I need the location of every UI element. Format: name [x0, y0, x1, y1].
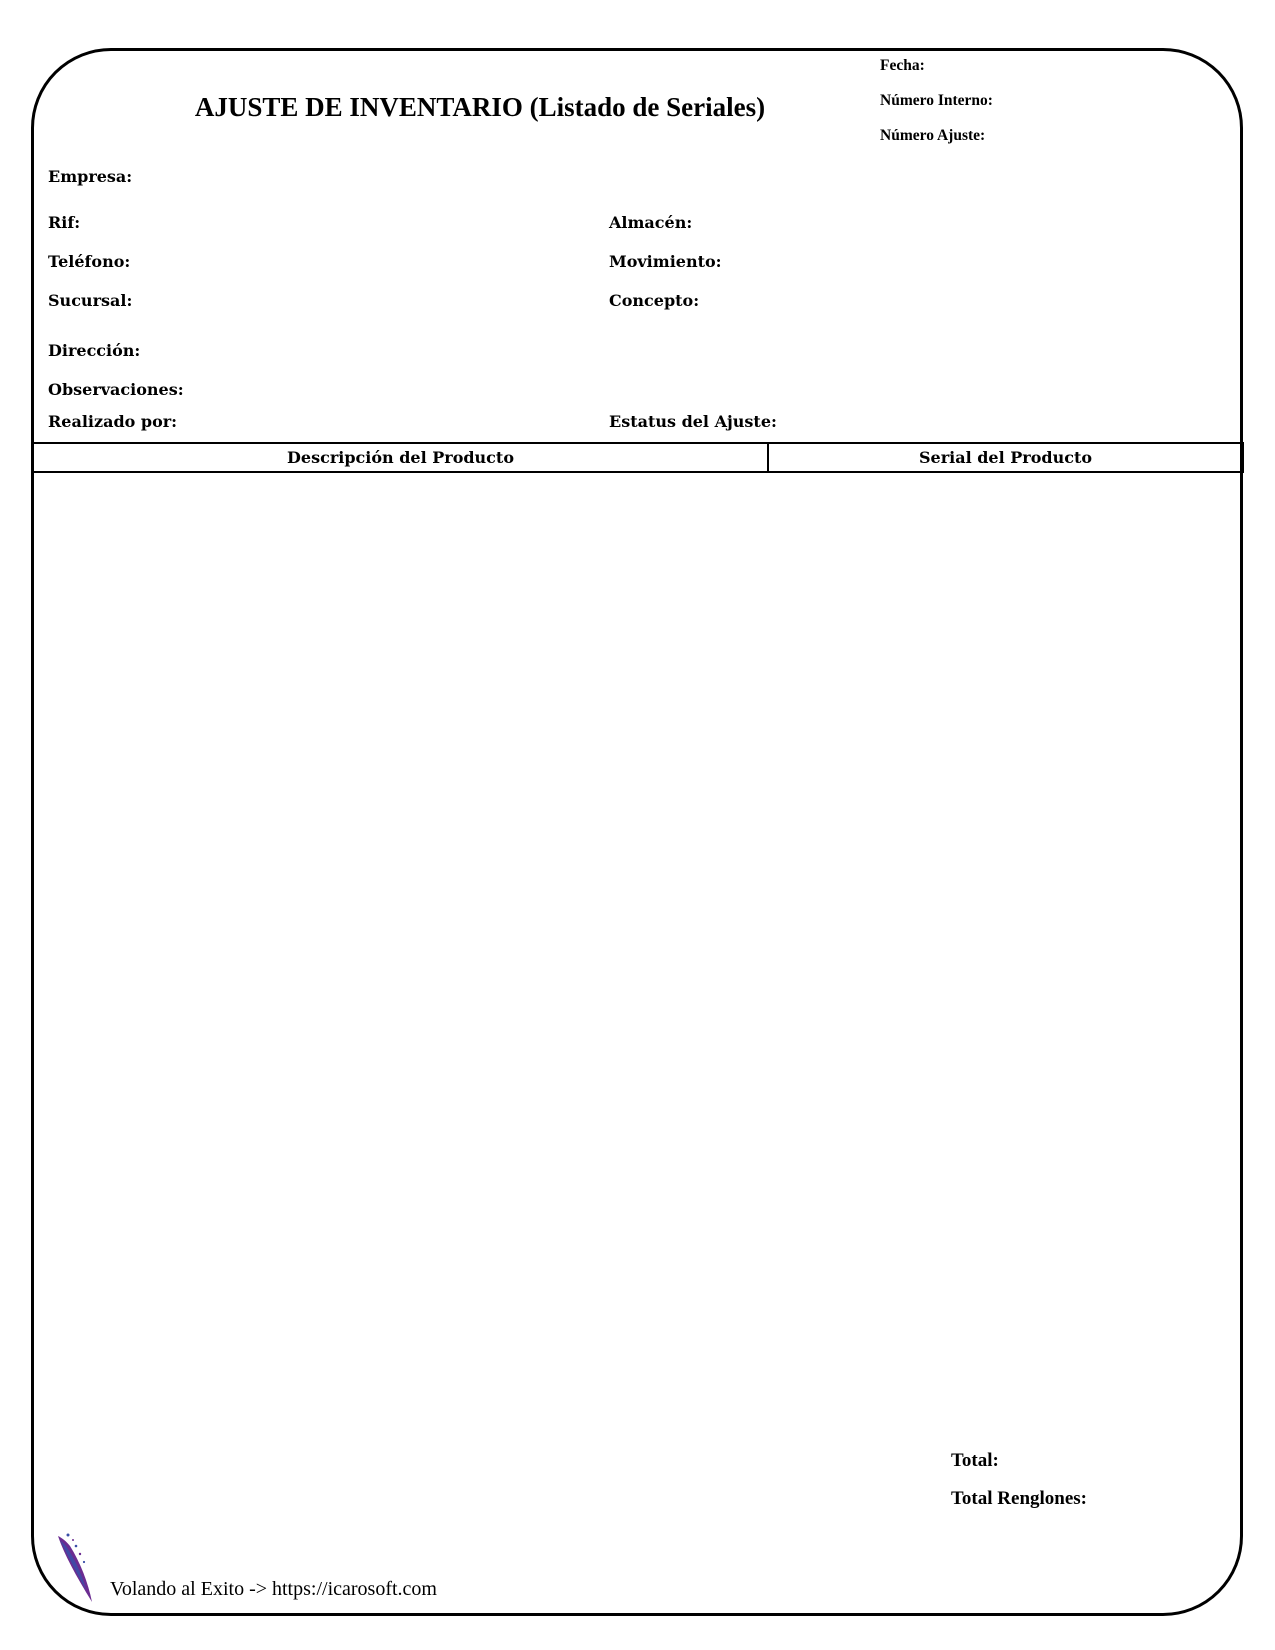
realizado-por-label: Realizado por:	[48, 412, 178, 431]
observaciones-label: Observaciones:	[48, 380, 184, 399]
almacen-label: Almacén:	[609, 213, 693, 232]
footer-slogan: Volando al Exito -> https://icarosoft.com	[110, 1578, 437, 1600]
fecha-label: Fecha:	[880, 57, 925, 74]
quill-feather-logo-icon	[54, 1532, 100, 1604]
numero-ajuste-label: Número Ajuste:	[880, 127, 986, 144]
total-renglones-label: Total Renglones:	[951, 1488, 1088, 1509]
table-header-row	[32, 442, 1244, 473]
column-header-descripcion: Descripción del Producto	[32, 444, 767, 471]
sucursal-label: Sucursal:	[48, 291, 133, 310]
total-label: Total:	[951, 1450, 999, 1471]
column-header-serial: Serial del Producto	[767, 444, 1244, 471]
empresa-label: Empresa:	[48, 167, 133, 186]
document-title: AJUSTE DE INVENTARIO (Listado de Seriales)	[194, 92, 766, 122]
numero-interno-label: Número Interno:	[880, 92, 993, 109]
estatus-ajuste-label: Estatus del Ajuste:	[609, 412, 777, 431]
concepto-label: Concepto:	[609, 291, 700, 310]
rif-label: Rif:	[48, 213, 81, 232]
document-border	[31, 48, 1243, 1616]
direccion-label: Dirección:	[48, 341, 141, 360]
telefono-label: Teléfono:	[48, 252, 131, 271]
movimiento-label: Movimiento:	[609, 252, 722, 271]
